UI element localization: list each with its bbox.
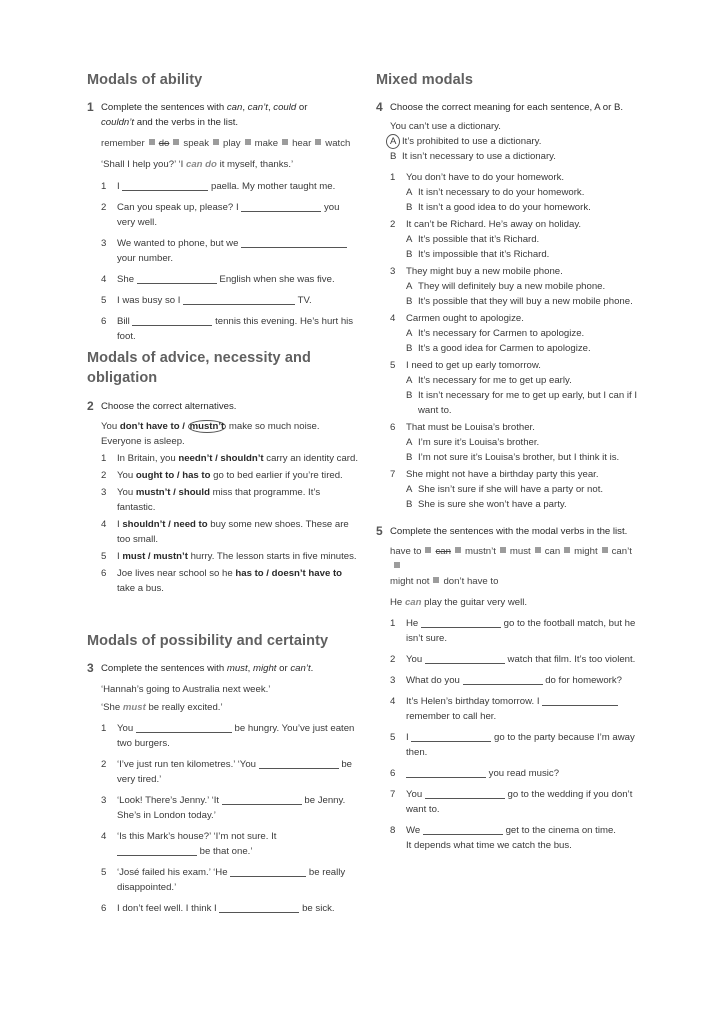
answer-blank[interactable] <box>259 758 339 769</box>
question-6: 6 That must be Louisa’s brother. <box>390 422 535 433</box>
section-title-possibility: Modals of possibility and certainty <box>87 633 329 649</box>
option-b[interactable]: B It’s a good idea for Carmen to apologize. <box>406 343 591 354</box>
question-1: 1 You be hungry. You’ve just eaten two burgers. <box>101 723 355 749</box>
question-4: 4 I shouldn’t / need to buy some new shoes. These are too small. <box>101 519 349 545</box>
option-b[interactable]: B She is sure she won’t have a party. <box>406 499 567 510</box>
answer-blank[interactable] <box>222 794 302 805</box>
answer-blank[interactable] <box>230 866 306 877</box>
answer-blank[interactable] <box>183 294 295 305</box>
exercise-4-instruction: 4 Choose the correct meaning for each sentence, A or B. <box>376 100 624 114</box>
question-6: 6 Joe lives near school so he has to / doesn’t have to take a bus. <box>101 568 343 594</box>
exercise-5-instruction: 5 Complete the sentences with the modal verbs in the list. <box>376 524 628 538</box>
question-2: 2 You watch that film. It’s too violent. <box>390 654 636 665</box>
answer-blank[interactable] <box>421 617 501 628</box>
question-2: 2 ‘I’ve just run ten kilometres.’ ‘You be very tired.’ <box>101 759 353 785</box>
example-option-b: B It isn’t necessary to use a dictionary. <box>390 151 556 162</box>
question-5: 5 ‘José failed his exam.’ ‘He be really disappointed.’ <box>101 867 346 893</box>
option-b[interactable]: B It isn’t necessary for me to get up early, but I can if I want to. <box>406 390 637 416</box>
question-7: 7 She might not have a birthday party this year. <box>390 469 599 480</box>
answer-blank[interactable] <box>137 273 217 284</box>
question-2: 2 It can’t be Richard. He’s away on holiday. <box>390 219 582 230</box>
question-3: 3 We wanted to phone, but we your number. <box>101 236 359 266</box>
example-option-a: A It’s prohibited to use a dictionary. <box>390 134 644 149</box>
example-line-2: ‘She must be really excited.’ <box>101 702 223 713</box>
example: ‘Shall I help you?’ ‘I can do it myself, thanks.’ <box>101 159 294 170</box>
word-list: remember do speak play make hear watch <box>101 138 351 149</box>
exercise-1 <box>87 100 359 344</box>
question-1: 1 I paella. My mother taught me. <box>101 181 336 192</box>
answer-blank[interactable] <box>241 237 347 248</box>
question-1: 1 He go to the football match, but he isn’t sure. <box>390 618 636 644</box>
exercise-3-instruction: 3 Complete the sentences with must, might or can’t. <box>87 661 314 675</box>
option-a[interactable]: A She isn’t sure if she will have a party or not. <box>406 484 604 495</box>
section-title-mixed: Mixed modals <box>376 72 474 88</box>
answer-blank[interactable] <box>117 845 197 856</box>
answer-blank[interactable] <box>219 902 299 913</box>
question-3: 3 They might buy a new mobile phone. <box>390 266 563 277</box>
answer-blank[interactable] <box>425 788 505 799</box>
answer-blank[interactable] <box>423 824 503 835</box>
section-title-ability: Modals of ability <box>87 72 203 88</box>
option-a[interactable]: A It isn’t necessary to do your homework. <box>406 187 585 198</box>
exercise-2 <box>87 399 359 596</box>
option-b[interactable]: B It’s possible that they will buy a new mobile phone. <box>406 296 633 307</box>
option-a[interactable]: A It’s necessary for Carmen to apologize. <box>406 328 585 339</box>
option-a[interactable]: A I’m sure it’s Louisa’s brother. <box>406 437 540 448</box>
answer-blank[interactable] <box>463 674 543 685</box>
exercise-5 <box>376 524 644 853</box>
question-5: 5 I was busy so I TV. <box>101 295 312 306</box>
question-6: 6 you read music? <box>390 768 560 779</box>
question-3: 3 You mustn’t / should miss that programme. It’s fantastic. <box>101 487 321 513</box>
question-4: 4 She English when she was five. <box>101 274 335 285</box>
question-8: 8 We get to the cinema on time. It depends what time we catch the bus. <box>390 825 616 851</box>
example: He can play the guitar very well. <box>390 597 528 608</box>
option-a[interactable]: A It’s possible that it’s Richard. <box>406 234 540 245</box>
exercise-1-instruction: 1 Complete the sentences with can, can’t, could or couldn’t and the verbs in the list. <box>87 100 308 128</box>
example: You don’t have to / mustn’t make so much noise. Everyone is asleep. <box>101 421 320 447</box>
exercise-3 <box>87 661 359 916</box>
question-5: 5 I need to get up early tomorrow. <box>390 360 541 371</box>
example-line-1: ‘Hannah’s going to Australia next week.’ <box>101 684 271 695</box>
option-a[interactable]: A They will definitely buy a new mobile phone. <box>406 281 606 292</box>
question-4: 4 It’s Helen’s birthday tomorrow. I remember to call her. <box>390 694 644 724</box>
question-4: 4 ‘Is this Mark’s house?’ ‘I’m not sure. It be that one.’ <box>101 831 277 857</box>
answer-blank[interactable] <box>411 731 491 742</box>
question-7: 7 You go to the wedding if you don’t want to. <box>390 789 633 815</box>
answer-blank[interactable] <box>406 767 486 778</box>
question-6: 6 I don’t feel well. I think I be sick. <box>101 903 335 914</box>
exercise-2-instruction: 2 Choose the correct alternatives. <box>87 399 237 413</box>
question-5: 5 I go to the party because I’m away then. <box>390 732 635 758</box>
answer-blank[interactable] <box>542 695 618 706</box>
question-6: 6 Bill tennis this evening. He’s hurt his foot. <box>101 316 354 342</box>
section-title-advice: Modals of advice, necessity and obligation <box>87 350 311 386</box>
option-b[interactable]: B It’s impossible that it’s Richard. <box>406 249 550 260</box>
answer-blank[interactable] <box>241 201 321 212</box>
answer-blank[interactable] <box>425 653 505 664</box>
answer-blank[interactable] <box>122 180 208 191</box>
example: You can’t use a dictionary. <box>390 121 501 132</box>
question-3: 3 ‘Look! There’s Jenny.’ ‘It be Jenny. She’s in London today.’ <box>101 795 346 821</box>
question-3: 3 What do you do for homework? <box>390 675 623 686</box>
option-b[interactable]: B I’m not sure it’s Louisa’s brother, but I think it is. <box>406 452 620 463</box>
exercise-4 <box>376 100 644 512</box>
question-4: 4 Carmen ought to apologize. <box>390 313 524 324</box>
question-5: 5 I must / mustn’t hurry. The lesson starts in five minutes. <box>101 551 357 562</box>
option-a[interactable]: A It’s necessary for me to get up early. <box>406 375 572 386</box>
question-2: 2 You ought to / has to go to bed earlier if you’re tired. <box>101 470 343 481</box>
question-1: 1 You don’t have to do your homework. <box>390 172 565 183</box>
question-1: 1 In Britain, you needn’t / shouldn’t carry an identity card. <box>101 453 358 464</box>
question-2: 2 Can you speak up, please? I you very well. <box>101 202 340 228</box>
answer-blank[interactable] <box>132 315 212 326</box>
option-b[interactable]: B It isn’t a good idea to do your homework. <box>406 202 591 213</box>
word-list: have to can mustn’t must can might can’t might not don’t have to <box>390 546 632 587</box>
answer-blank[interactable] <box>136 722 232 733</box>
